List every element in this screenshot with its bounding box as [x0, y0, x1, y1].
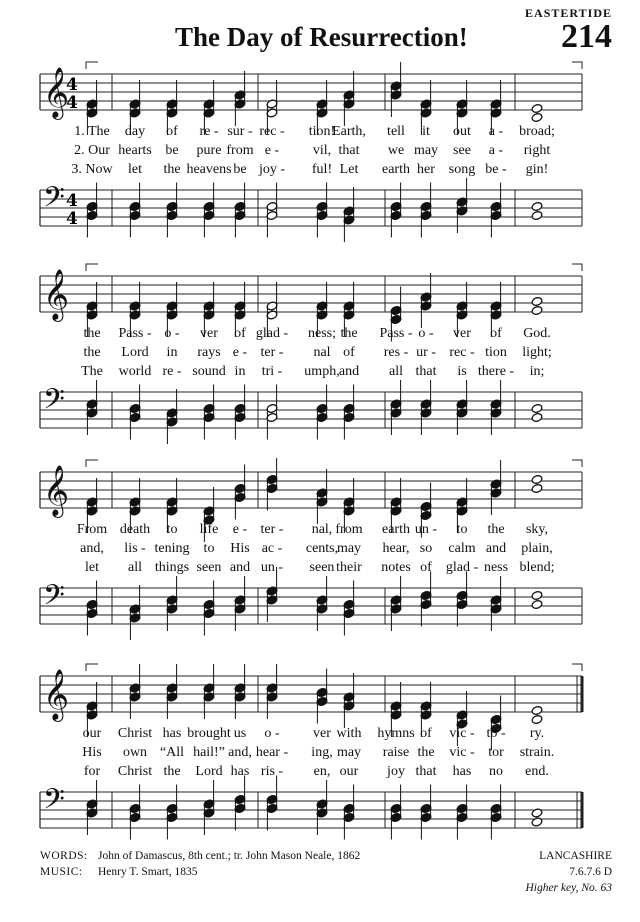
lyric-syllable: ver — [313, 726, 331, 741]
bass-clef-icon: 𝄢 — [43, 383, 65, 423]
lyric-syllable: Christ — [117, 764, 153, 779]
lyric-syllable: light; — [522, 345, 552, 360]
lyric-syllable: hear, — [382, 541, 410, 556]
lyric-syllable: the — [340, 326, 358, 341]
lyric-syllable: let — [128, 162, 142, 177]
lyric-syllable: be — [165, 143, 179, 158]
lyric-syllable: be - — [485, 162, 507, 177]
note-head — [531, 714, 543, 724]
lyric-syllable: from — [226, 143, 254, 158]
lyric-syllable: cents, — [305, 541, 339, 556]
lyric-syllable: ac - — [261, 541, 283, 556]
lyric-syllable: strain. — [519, 745, 555, 760]
lyric-syllable: un - — [414, 522, 438, 537]
lyric-syllable: e - — [232, 345, 248, 360]
treble-clef-icon: 𝄞 — [43, 67, 70, 118]
note-head — [531, 403, 543, 413]
lyric-syllable: of — [234, 326, 246, 341]
lyric-syllable: to - — [486, 726, 506, 741]
svg-text:4: 4 — [66, 75, 78, 95]
lyric-syllable: broad; — [519, 124, 555, 139]
lyric-syllable: tri - — [261, 364, 283, 379]
lyric-syllable: nal — [313, 345, 331, 360]
lyric-syllable: notes — [381, 560, 411, 575]
verse-line-1 — [0, 124, 640, 144]
lyric-syllable: from — [335, 522, 363, 537]
lyric-syllable: world — [118, 364, 152, 379]
lyric-syllable: the — [487, 522, 505, 537]
lyric-syllable: our — [339, 764, 359, 779]
bass-clef-icon: 𝄢 — [43, 181, 65, 221]
key-note: Higher key, No. 63 — [525, 882, 612, 894]
lyric-syllable: tor — [488, 745, 504, 760]
lyric-syllable: Lord — [195, 764, 223, 779]
lyric-syllable: un - — [260, 560, 284, 575]
lyric-syllable: Pass - — [118, 326, 152, 341]
verse-line-2 — [0, 745, 640, 765]
note-head — [531, 296, 543, 306]
lyric-syllable: day — [124, 124, 146, 139]
lyric-syllable: umph, — [304, 364, 340, 379]
lyric-syllable: 2. Our — [74, 143, 110, 158]
lyric-syllable: ver — [453, 326, 471, 341]
lyric-syllable: the — [163, 764, 181, 779]
treble-clef-icon: 𝄞 — [43, 269, 70, 320]
lyric-syllable: of — [490, 326, 502, 341]
lyric-syllable: e - — [232, 522, 248, 537]
note-head — [531, 590, 543, 600]
lyric-syllable: a - — [488, 143, 504, 158]
note-head — [531, 599, 543, 609]
music-label: MUSIC: — [40, 866, 83, 878]
lyric-syllable: in — [166, 345, 178, 360]
lyric-syllable: seen — [196, 560, 222, 575]
lyric-syllable: vic - — [449, 726, 475, 741]
lyric-syllable: has — [230, 764, 250, 779]
lyric-syllable: the — [163, 162, 181, 177]
lyric-syllable: nal, — [311, 522, 333, 537]
lyric-syllable: seen — [309, 560, 335, 575]
lyric-syllable: and — [338, 364, 360, 379]
lyric-syllable: to — [456, 522, 468, 537]
lyric-syllable: rec - — [449, 345, 475, 360]
verse-line-1 — [0, 522, 640, 542]
lyric-syllable: their — [336, 560, 362, 575]
note-head — [531, 103, 543, 113]
lyric-syllable: e - — [264, 143, 280, 158]
hymn-title: The Day of Resurrection! — [175, 22, 468, 52]
note-head — [531, 201, 543, 211]
treble-clef-icon: 𝄞 — [43, 465, 70, 516]
svg-text:4: 4 — [66, 93, 78, 113]
lyric-syllable: has — [162, 726, 182, 741]
lyric-syllable: of — [420, 560, 432, 575]
lyric-syllable: earth — [382, 162, 410, 177]
lyric-syllable: may — [336, 745, 362, 760]
lyric-syllable: her — [417, 162, 435, 177]
verse-line-3 — [0, 162, 640, 182]
lyric-syllable: we — [387, 143, 405, 158]
lyric-syllable: tion — [485, 345, 507, 360]
lyric-syllable: there - — [477, 364, 515, 379]
lyric-syllable: the — [417, 745, 435, 760]
tune-name: LANCASHIRE — [539, 850, 612, 862]
credits-left — [40, 848, 360, 880]
svg-text:4: 4 — [66, 209, 78, 229]
lyric-syllable: glad - — [255, 326, 289, 341]
lyric-syllable: raise — [382, 745, 410, 760]
lyric-syllable: calm — [448, 541, 476, 556]
lyric-syllable: the — [83, 326, 101, 341]
lyric-syllable: ry. — [529, 726, 545, 741]
lyric-syllable: tening — [154, 541, 190, 556]
note-head — [531, 817, 543, 827]
lyric-syllable: in; — [529, 364, 545, 379]
lyric-syllable: Let — [339, 162, 359, 177]
lyric-syllable: sound — [192, 364, 226, 379]
note-head — [531, 705, 543, 715]
verse-line-2 — [0, 345, 640, 365]
lyric-syllable: re - — [199, 124, 219, 139]
lyric-syllable: earth — [382, 522, 410, 537]
lyric-syllable: pure — [196, 143, 222, 158]
lyric-syllable: death — [119, 522, 151, 537]
meter: 7.6.7.6 D — [569, 866, 612, 878]
svg-text:4: 4 — [66, 191, 78, 211]
lyric-syllable: res - — [383, 345, 409, 360]
lyric-syllable: life — [199, 522, 219, 537]
lyric-syllable: plain, — [521, 541, 553, 556]
lyric-syllable: 1. The — [74, 124, 110, 139]
lyric-syllable: The — [81, 364, 103, 379]
lyric-syllable: out — [453, 124, 471, 139]
bass-clef-icon: 𝄢 — [43, 579, 65, 619]
lyric-syllable: us — [233, 726, 247, 741]
lyric-syllable: From — [76, 522, 108, 537]
lyric-syllable: Christ — [117, 726, 153, 741]
lyric-syllable: that — [415, 364, 437, 379]
lyric-syllable: vil, — [312, 143, 332, 158]
lyric-syllable: God. — [523, 326, 551, 341]
lyric-syllable: 3. Now — [71, 162, 113, 177]
lyric-syllable: and, — [228, 745, 252, 760]
lyric-syllable: right — [523, 143, 551, 158]
lyric-syllable: Earth, — [332, 124, 366, 139]
lyric-syllable: o - — [164, 326, 180, 341]
lyric-syllable: so — [419, 541, 433, 556]
lyric-syllable: rays — [197, 345, 221, 360]
lyric-syllable: all — [389, 364, 403, 379]
lyric-syllable: and — [485, 541, 507, 556]
lyric-syllable: it — [422, 124, 430, 139]
season-label: EASTERTIDE — [525, 6, 612, 20]
lyric-syllable: that — [338, 143, 360, 158]
lyric-syllable: be — [233, 162, 247, 177]
lyric-syllable: rec - — [259, 124, 285, 139]
lyric-syllable: hearts — [118, 143, 152, 158]
verse-line-2 — [0, 541, 640, 561]
lyric-syllable: with — [336, 726, 362, 741]
hymn-number: 214 — [561, 18, 612, 55]
lyric-syllable: lis - — [124, 541, 146, 556]
lyric-syllable: brought — [187, 726, 231, 741]
lyric-syllable: Pass - — [379, 326, 413, 341]
note-head — [531, 474, 543, 484]
lyric-syllable: sky, — [525, 522, 549, 537]
lyric-syllable: ter - — [260, 522, 284, 537]
lyric-syllable: ness; — [308, 326, 336, 341]
lyric-syllable: joy - — [258, 162, 286, 177]
lyric-syllable: see — [453, 143, 471, 158]
lyric-syllable: heavens — [186, 162, 232, 177]
lyric-syllable: o - — [418, 326, 434, 341]
lyric-syllable: ris - — [260, 764, 284, 779]
lyric-syllable: end. — [525, 764, 549, 779]
lyric-syllable: hymns — [377, 726, 415, 741]
note-head — [531, 210, 543, 220]
bass-staff — [40, 178, 582, 242]
treble-clef-icon: 𝄞 — [43, 669, 70, 720]
lyric-syllable: in — [234, 364, 246, 379]
lyric-syllable: o - — [264, 726, 280, 741]
words-credit: John of Damascus, 8th cent.; tr. John Mason Neale, 1862 — [98, 850, 361, 862]
bass-clef-icon: 𝄢 — [43, 783, 65, 823]
lyric-syllable: of — [166, 124, 178, 139]
verse-line-2 — [0, 143, 640, 163]
bass-staff — [40, 380, 582, 444]
verse-line-3 — [0, 364, 640, 384]
lyric-syllable: of — [420, 726, 432, 741]
lyric-syllable: song — [448, 162, 476, 177]
music-credit: Henry T. Smart, 1835 — [98, 866, 198, 878]
lyric-syllable: no — [489, 764, 503, 779]
lyric-syllable: vic - — [449, 745, 475, 760]
lyric-syllable: our — [82, 726, 102, 741]
lyric-syllable: may — [336, 541, 362, 556]
note-head — [531, 305, 543, 315]
lyric-syllable: that — [415, 764, 437, 779]
lyric-syllable: things — [154, 560, 190, 575]
lyric-syllable: may — [413, 143, 439, 158]
lyric-syllable: ver — [200, 326, 218, 341]
verse-line-3 — [0, 764, 640, 784]
lyric-syllable: for — [83, 764, 101, 779]
lyric-syllable: and — [229, 560, 251, 575]
lyric-syllable: own — [122, 745, 148, 760]
lyric-syllable: tion! — [308, 124, 336, 139]
verse-line-1 — [0, 726, 640, 746]
lyric-syllable: has — [452, 764, 472, 779]
lyric-syllable: a - — [488, 124, 504, 139]
lyric-syllable: let — [85, 560, 99, 575]
lyric-syllable: the — [83, 345, 101, 360]
bass-staff — [40, 776, 582, 840]
lyric-syllable: ter - — [260, 345, 284, 360]
lyric-syllable: joy — [387, 764, 405, 779]
words-label: WORDS: — [40, 850, 88, 862]
lyric-syllable: is — [457, 364, 467, 379]
lyric-syllable: to — [166, 522, 178, 537]
lyric-syllable: all — [128, 560, 142, 575]
lyric-syllable: re - — [162, 364, 182, 379]
lyric-syllable: sur - — [227, 124, 253, 139]
note-head — [531, 808, 543, 818]
lyric-syllable: gin! — [525, 162, 549, 177]
lyric-syllable: to — [203, 541, 215, 556]
verse-line-3 — [0, 560, 640, 580]
lyric-syllable: and, — [80, 541, 104, 556]
lyric-syllable: hail!” — [193, 745, 225, 760]
lyric-syllable: tell — [387, 124, 405, 139]
note-head — [531, 412, 543, 422]
note-head — [531, 483, 543, 493]
lyric-syllable: ing, — [311, 745, 333, 760]
credits-right — [525, 848, 612, 896]
lyric-syllable: hear - — [255, 745, 289, 760]
lyric-syllable: “All — [159, 745, 185, 760]
verse-line-1 — [0, 326, 640, 346]
lyric-syllable: ness — [483, 560, 509, 575]
lyric-syllable: en, — [313, 764, 331, 779]
note-head — [531, 112, 543, 122]
lyric-syllable: blend; — [519, 560, 555, 575]
lyric-syllable: ur - — [416, 345, 436, 360]
lyric-syllable: Lord — [121, 345, 149, 360]
lyric-syllable: His — [82, 745, 102, 760]
lyric-syllable: His — [230, 541, 250, 556]
lyric-syllable: ful! — [311, 162, 333, 177]
lyric-syllable: of — [343, 345, 355, 360]
lyric-syllable: glad - — [445, 560, 479, 575]
